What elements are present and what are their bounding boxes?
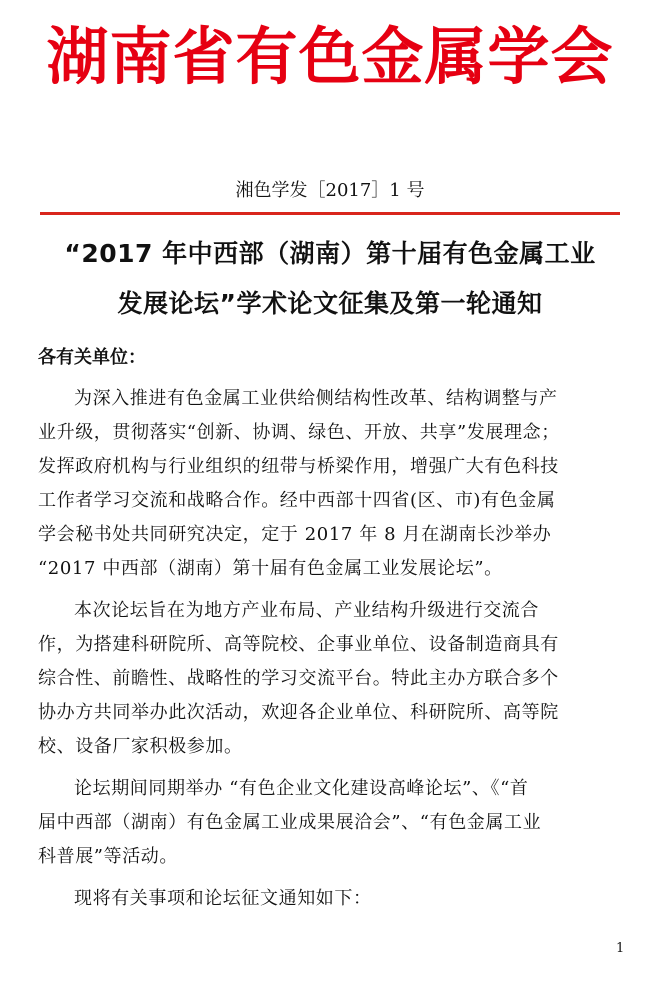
salutation: 各有关单位： [38,347,146,368]
document-title-line-1: “2017 年中西部（湖南）第十届有色金属工业 [64,239,596,268]
body-line: 届中西部（湖南）有色金属工业成果展洽会”、“有色金属工业 [38,812,542,833]
body-line: 作，为搭建科研院所、高等院校、企事业单位、设备制造商具有 [38,634,559,655]
red-divider-line [40,212,620,215]
body-line: 协办方共同举办此次活动，欢迎各企业单位、科研院所、高等院 [38,702,559,723]
body-line: 发挥政府机构与行业组织的纽带与桥梁作用，增强广大有色科技 [38,456,559,477]
organization-masthead: 湖南省有色金属学会 [46,20,614,93]
body-line: 业升级，贯彻落实“创新、协调、绿色、开放、共享”发展理念； [38,422,560,443]
body-line: 本次论坛旨在为地方产业布局、产业结构升级进行交流合 [74,600,539,621]
body-line: “2017 中西部（湖南）第十届有色金属工业发展论坛”。 [38,558,503,579]
body-line: 论坛期间同期举办 “有色企业文化建设高峰论坛”、《“首 [74,778,529,799]
document-number: 湘色学发［2017］1 号 [235,180,425,201]
body-line: 工作者学习交流和战略合作。经中西部十四省(区、市)有色金属 [38,490,556,511]
body-line: 校、设备厂家积极参加。 [38,736,243,757]
body-line: 综合性、前瞻性、战略性的学习交流平台。特此主办方联合多个 [38,668,559,689]
body-line: 为深入推进有色金属工业供给侧结构性改革、结构调整与产 [74,388,558,409]
body-line: 科普展”等活动。 [38,846,179,867]
body-line: 学会秘书处共同研究决定，定于 2017 年 8 月在湖南长沙举办 [38,524,552,545]
body-line: 现将有关事项和论坛征文通知如下： [74,888,372,909]
page-number: 1 [616,941,625,956]
document-title-line-2: 发展论坛”学术论文征集及第一轮通知 [117,289,543,318]
